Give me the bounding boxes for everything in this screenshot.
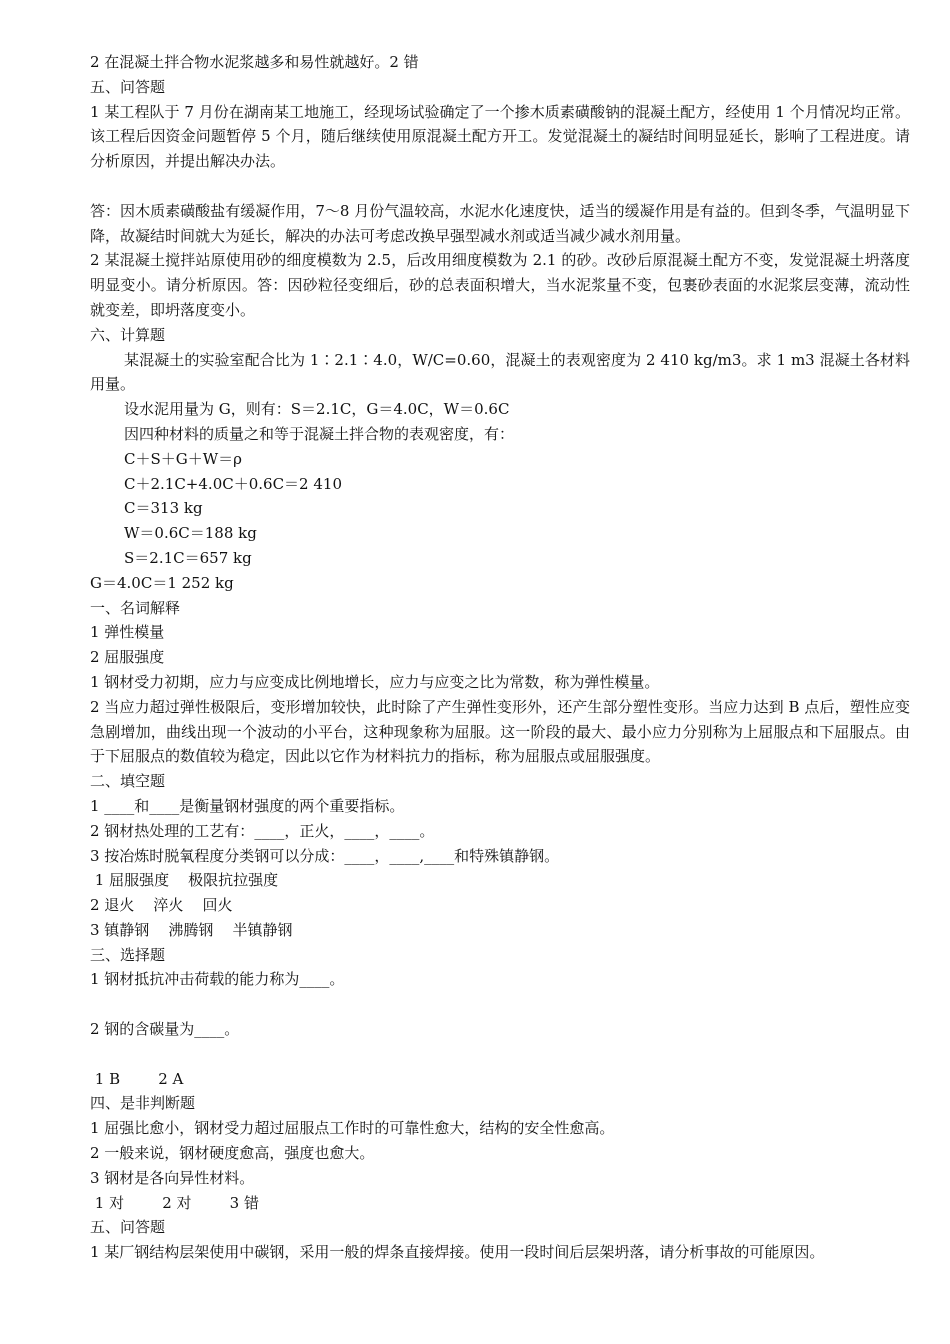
choice-answer: 1 B 2 A <box>90 1069 184 1088</box>
choice-options <box>90 1042 910 1067</box>
question-paragraph: 1 某工程队于 7 月份在湖南某工地施工，经现场试验确定了一个掺木质素磺酸钠的混凝土配方，经使用 1 个月情况均正常。该工程后因资金问题暂停 5 个月，随后继续使用原混凝土配方开工。发觉混凝土的凝结时间明显延长，影响了工程进度。请分析原因，并提出解决办法。 <box>90 102 910 171</box>
calc-step: 设水泥用量为 G，则有：S＝2.1C，G＝4.0C，W＝0.6C <box>124 400 510 419</box>
answer-paragraph: 答：因木质素磺酸盐有缓凝作用，7～8 月份气温较高，水泥水化速度快，适当的缓凝作用是有益的。但到冬季，气温明显下降，故凝结时间就大为延长，解决的办法可考虑改换早强型减水剂或适当减少减水剂用量。 <box>90 201 910 245</box>
tf-answer: 1 对 2 对 3 错 <box>90 1193 259 1212</box>
section-heading: 五、问答题 <box>90 1218 166 1237</box>
fill-question: 1 ____和____是衡量钢材强度的两个重要指标。 <box>90 796 405 815</box>
fill-answer: 1 屈服强度 极限抗拉强度 <box>90 871 279 890</box>
tf-question: 2 一般来说，钢材硬度愈高，强度也愈大。 <box>90 1144 375 1163</box>
section-heading: 四、是非判断题 <box>90 1094 196 1113</box>
text-line: 2 在混凝土拌合物水泥浆越多和易性就越好。2 错 <box>90 53 419 71</box>
question-paragraph: 2 某混凝土搅拌站原使用砂的细度模数为 2.5，后改用细度模数为 2.1 的砂。改砂后原混凝土配方不变，发觉混凝土坍落度明显变小。请分析原因。答：因砂粒径变细后，砂的总表面积增大，当水泥浆量不变，包裹砂表面的水泥浆层变薄，流动性就变差，即坍落度变小。 <box>90 251 910 319</box>
choice-question: 2 钢的含碳量为____。 <box>90 1020 240 1039</box>
calc-step: W＝0.6C＝188 kg <box>124 524 257 543</box>
calc-step: C＝313 kg <box>124 499 203 518</box>
calc-step: S＝2.1C＝657 kg <box>124 548 252 567</box>
fill-question: 3 按冶炼时脱氧程度分类钢可以分成：____，____,____和特殊镇静钢。 <box>90 846 560 865</box>
calc-step: C＋S＋G＋W＝ρ <box>124 449 242 468</box>
term-answer: 2 当应力超过弹性极限后，变形增加较快，此时除了产生弹性变形外，还产生部分塑性变形。当应力达到 B 点后，塑性应变急剧增加，曲线出现一个波动的小平台，这种现象称为屈服。这一阶段的最大、最小应力分别称为上屈服点和下屈服点。由于下屈服点的数值较为稳定，因此以它作为材料抗力的指标，称为屈服点或屈服强度。 <box>90 697 910 766</box>
term-item: 1 弹性模量 <box>90 623 165 642</box>
fill-answer: 3 镇静钢 沸腾钢 半镇静钢 <box>90 920 293 939</box>
tf-question: 3 钢材是各向异性材料。 <box>90 1168 255 1187</box>
fill-answer: 2 退火 淬火 回火 <box>90 896 233 915</box>
tf-question: 1 屈强比愈小，钢材受力超过屈服点工作时的可靠性愈大，结构的安全性愈高。 <box>90 1119 615 1138</box>
calc-step: G＝4.0C＝1 252 kg <box>90 573 234 592</box>
blank-line <box>90 174 910 199</box>
section-heading: 六、计算题 <box>90 325 166 344</box>
calc-step: 因四种材料的质量之和等于混凝土拌合物的表观密度，有： <box>124 424 515 443</box>
section-heading: 二、填空题 <box>90 772 166 791</box>
calc-step: C＋2.1C+4.0C＋0.6C＝2 410 <box>124 474 342 493</box>
choice-options <box>90 992 910 1017</box>
fill-question: 2 钢材热处理的工艺有：____，正火，____，____。 <box>90 821 435 840</box>
choice-question: 1 钢材抵抗冲击荷载的能力称为____。 <box>90 970 345 989</box>
section-heading: 三、选择题 <box>90 945 166 964</box>
term-answer: 1 钢材受力初期，应力与应变成比例地增长，应力与应变之比为常数，称为弹性模量。 <box>90 672 660 691</box>
section-heading: 一、名词解释 <box>90 598 181 617</box>
document-body <box>90 50 910 1265</box>
question-paragraph: 1 某厂钢结构层架使用中碳钢，采用一般的焊条直接焊接。使用一段时间后层架坍落，请分析事故的可能原因。 <box>90 1243 825 1262</box>
term-item: 2 屈服强度 <box>90 648 165 667</box>
calc-question: 某混凝土的实验室配合比为 1∶2.1∶4.0，W/C=0.60，混凝土的表观密度为 2 410 kg/m3。求 1 m3 混凝土各材料用量。 <box>90 350 910 394</box>
section-heading: 五、问答题 <box>90 77 166 96</box>
